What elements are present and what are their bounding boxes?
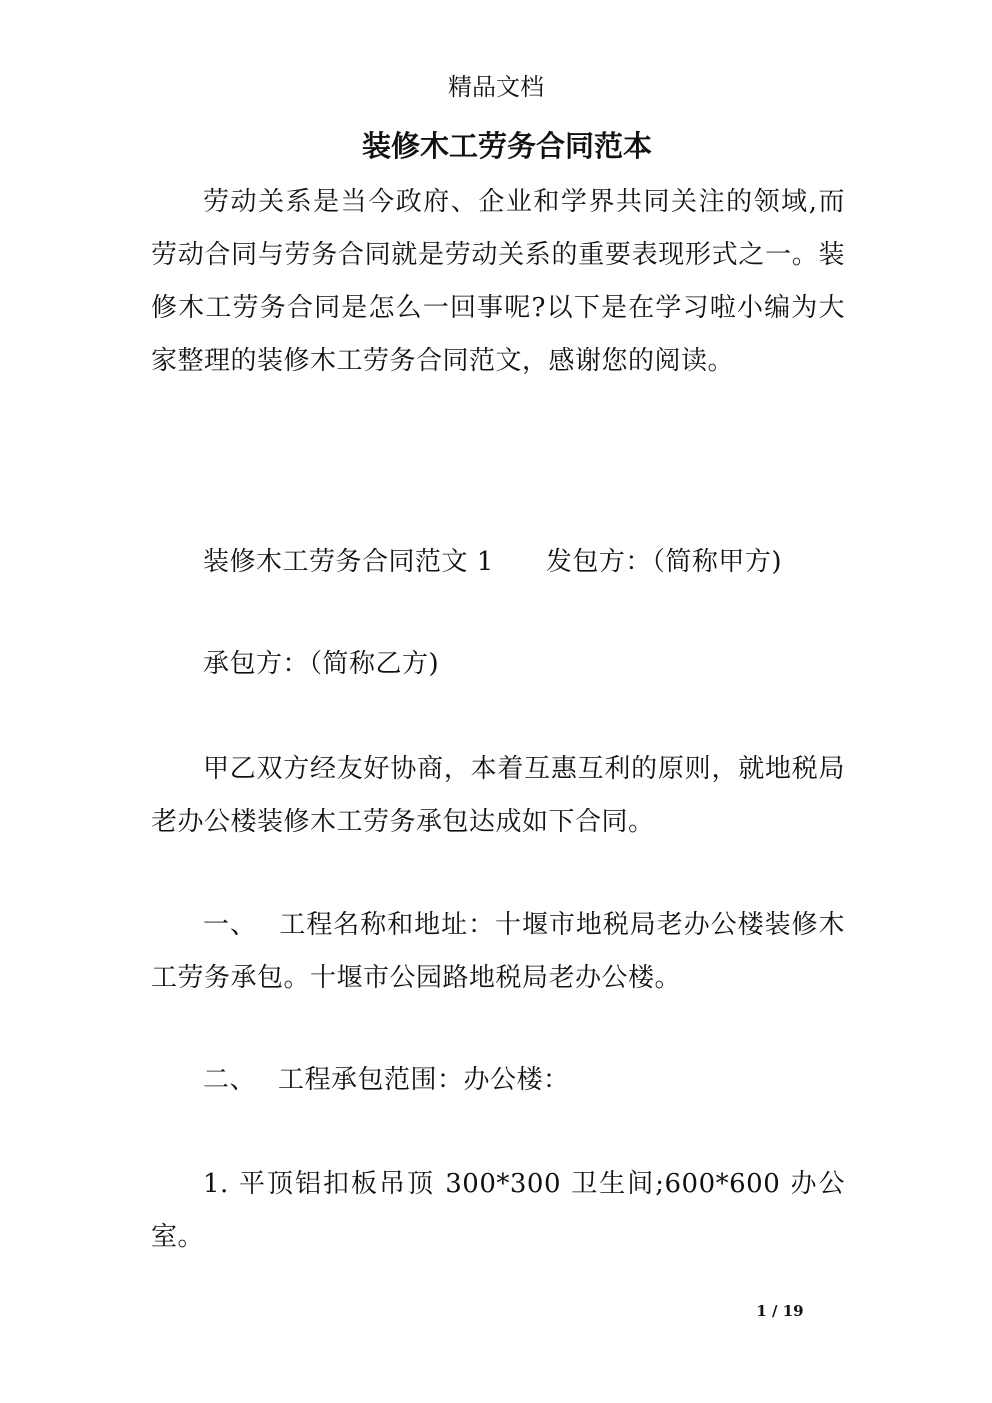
page-header: 精品文档 bbox=[448, 73, 544, 101]
item-1-paragraph: 1. 平顶铝扣板吊顶 300*300 卫生间;600*600 办公室。 bbox=[151, 1169, 845, 1252]
intro-paragraph: 劳动关系是当今政府、企业和学界共同关注的领域,而劳动合同与劳务合同就是劳动关系的重要表现形式之一。装修木工劳务合同是怎么一回事呢?以下是在学习啦小编为大家整理的装修木工劳务合同范文，感谢您的阅读。 bbox=[151, 187, 845, 376]
clause-2-number: 二、 bbox=[203, 1065, 257, 1095]
clause-1-number: 一、 bbox=[203, 910, 257, 940]
page-number: 1 / 19 bbox=[756, 1302, 804, 1320]
document-title: 装修木工劳务合同范本 bbox=[361, 129, 652, 163]
clause-2-text: 工程承包范围：办公楼： bbox=[278, 1065, 570, 1095]
clause-1-paragraph bbox=[151, 899, 845, 1005]
section-heading-paragraph bbox=[151, 536, 845, 589]
agreement-paragraph: 甲乙双方经友好协商，本着互惠互利的原则，就地税局老办公楼装修木工劳务承包达成如下合同。 bbox=[151, 754, 845, 837]
section-title: 装修木工劳务合同范文 1 bbox=[203, 547, 494, 577]
party-b-paragraph: 承包方：（简称乙方) bbox=[203, 649, 440, 679]
clause-1-text: 工程名称和地址：十堰市地税局老办公楼装修木工劳务承包。十堰市公园路地税局老办公楼。 bbox=[151, 910, 845, 993]
clause-2-paragraph bbox=[151, 1054, 845, 1107]
party-a-line: 发包方：（简称甲方) bbox=[545, 547, 782, 577]
